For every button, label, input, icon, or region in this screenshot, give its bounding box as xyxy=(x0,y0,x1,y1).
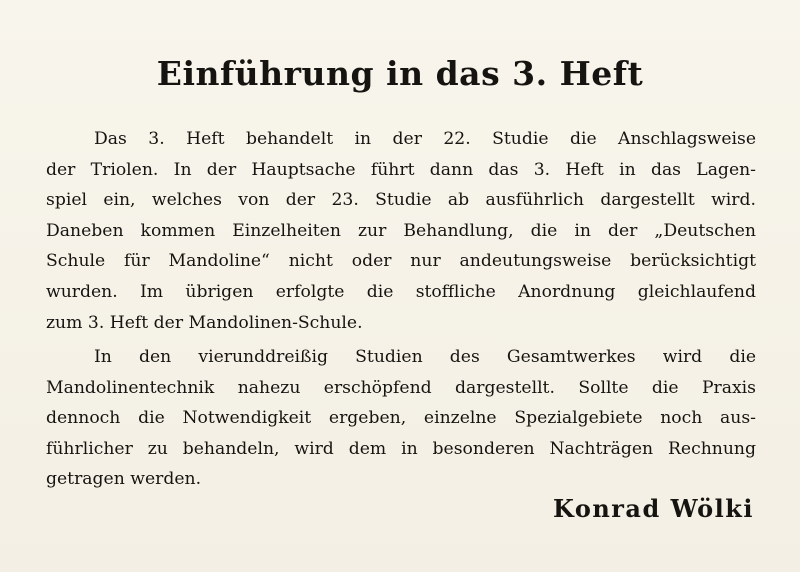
paragraph-2 xyxy=(46,342,756,495)
text-line: Daneben kommen Einzelheiten zur Behandlung, die in der „Deutschen xyxy=(46,220,756,241)
text-line: führlicher zu behandeln, wird dem in besonderen Nachträgen Rechnung xyxy=(46,438,756,459)
text-line: dennoch die Notwendigkeit ergeben, einzelne Spezialgebiete noch aus- xyxy=(46,408,756,429)
text-line: zum 3. Heft der Mandolinen-Schule. xyxy=(46,312,363,333)
document-title: Einführung in das 3. Heft xyxy=(156,54,644,93)
text-line: spiel ein, welches von der 23. Studie ab ausführlich dargestellt wird. xyxy=(46,190,756,211)
text-line: Schule für Mandoline“ nicht oder nur andeutungsweise berücksichtigt xyxy=(46,251,756,272)
author-signature: Konrad Wölki xyxy=(553,494,754,523)
paragraph-1 xyxy=(46,124,756,338)
text-line: Das 3. Heft behandelt in der 22. Studie die Anschlagsweise xyxy=(94,129,756,149)
text-line: In den vierunddreißig Studien des Gesamtwerkes wird die xyxy=(94,347,756,367)
text-line: der Triolen. In der Hauptsache führt dann das 3. Heft in das Lagen- xyxy=(46,159,756,180)
text-line: Mandolinentechnik nahezu erschöpfend dargestellt. Sollte die Praxis xyxy=(46,377,756,398)
text-line: getragen werden. xyxy=(46,469,202,490)
text-line: wurden. Im übrigen erfolgte die stoffliche Anordnung gleichlaufend xyxy=(46,281,756,302)
